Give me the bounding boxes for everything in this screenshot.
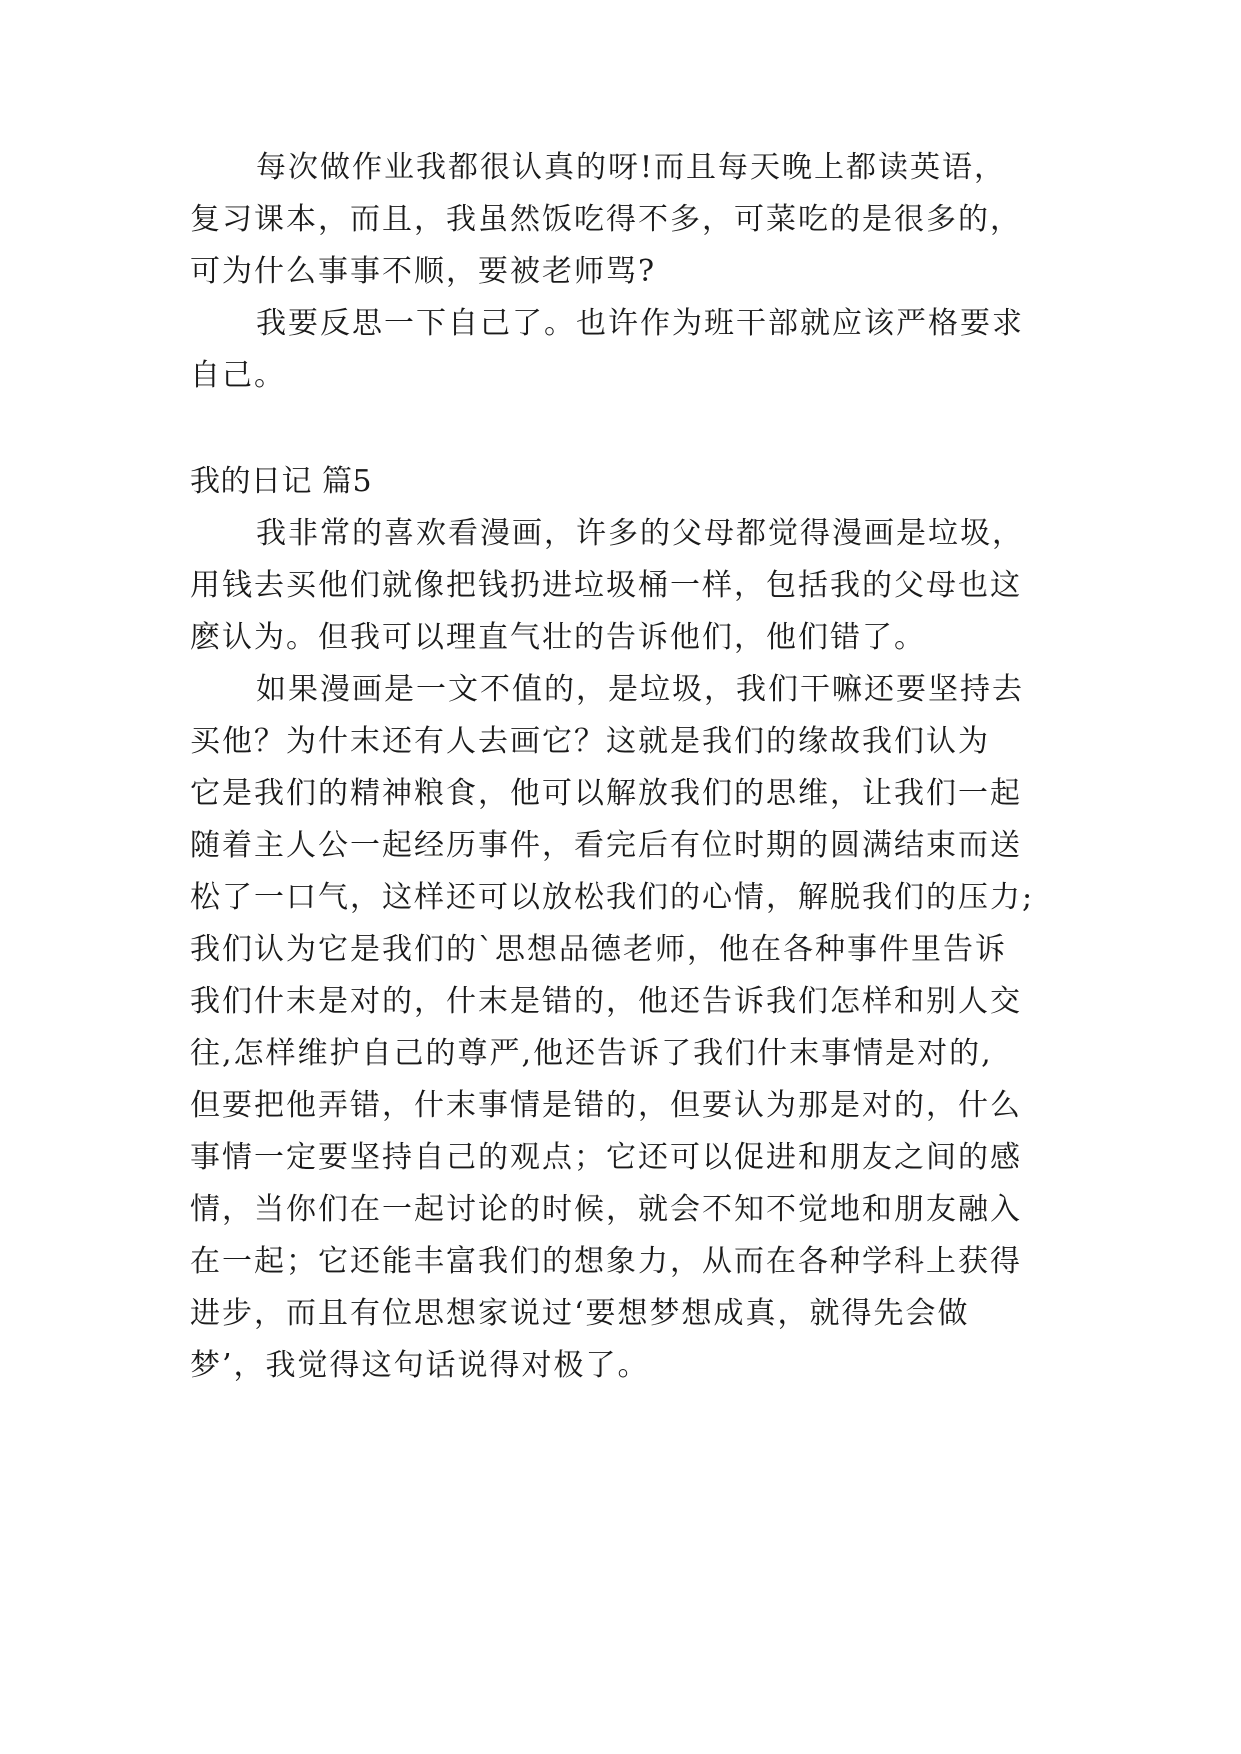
text-line: 我非常的喜欢看漫画，许多的父母都觉得漫画是垃圾， xyxy=(256,516,1024,551)
text-line: 往,怎样维护自己的尊严,他还告诉了我们什末事情是对的, xyxy=(190,1036,993,1071)
text-line: 事情一定要坚持自己的观点；它还可以促进和朋友之间的感 xyxy=(190,1140,1022,1175)
text-line: 买他？为什末还有人去画它？这就是我们的缘故我们认为 xyxy=(190,724,990,759)
text-line: 我们什末是对的，什末是错的，他还告诉我们怎样和别人交 xyxy=(190,984,1022,1019)
text-line: 随着主人公一起经历事件，看完后有位时期的圆满结束而送 xyxy=(190,828,1022,863)
text-line: 可为什么事事不顺，要被老师骂? xyxy=(190,254,657,289)
text-line: 如果漫画是一文不值的，是垃圾，我们干嘛还要坚持去 xyxy=(256,672,1024,707)
text-line: 它是我们的精神粮食，他可以解放我们的思维，让我们一起 xyxy=(190,776,1022,811)
text-line: 松了一口气，这样还可以放松我们的心情，解脱我们的压力; xyxy=(190,880,1035,915)
text-line: 我们认为它是我们的`思想品德老师，他在各种事件里告诉 xyxy=(190,932,1007,967)
text-line: 但要把他弄错，什末事情是错的，但要认为那是对的，什么 xyxy=(190,1088,1022,1123)
section-title: 我的日记 篇5 xyxy=(190,464,373,499)
text-line: 自己。 xyxy=(190,358,286,393)
text-line: 复习课本，而且，我虽然饭吃得不多，可菜吃的是很多的， xyxy=(190,202,1022,237)
text-line: 进步，而且有位思想家说过‘要想梦想成真，就得先会做 xyxy=(190,1296,970,1331)
text-line: 每次做作业我都很认真的呀!而且每天晚上都读英语， xyxy=(256,150,1007,185)
text-line: 用钱去买他们就像把钱扔进垃圾桶一样，包括我的父母也这 xyxy=(190,568,1022,603)
text-line: 梦’，我觉得这句话说得对极了。 xyxy=(190,1348,650,1383)
text-line: 情，当你们在一起讨论的时候，就会不知不觉地和朋友融入 xyxy=(190,1192,1022,1227)
text-line: 麽认为。但我可以理直气壮的告诉他们，他们错了。 xyxy=(190,620,926,655)
text-line: 在一起；它还能丰富我们的想象力，从而在各种学科上获得 xyxy=(190,1244,1022,1279)
text-line: 我要反思一下自己了。也许作为班干部就应该严格要求 xyxy=(256,306,1024,341)
